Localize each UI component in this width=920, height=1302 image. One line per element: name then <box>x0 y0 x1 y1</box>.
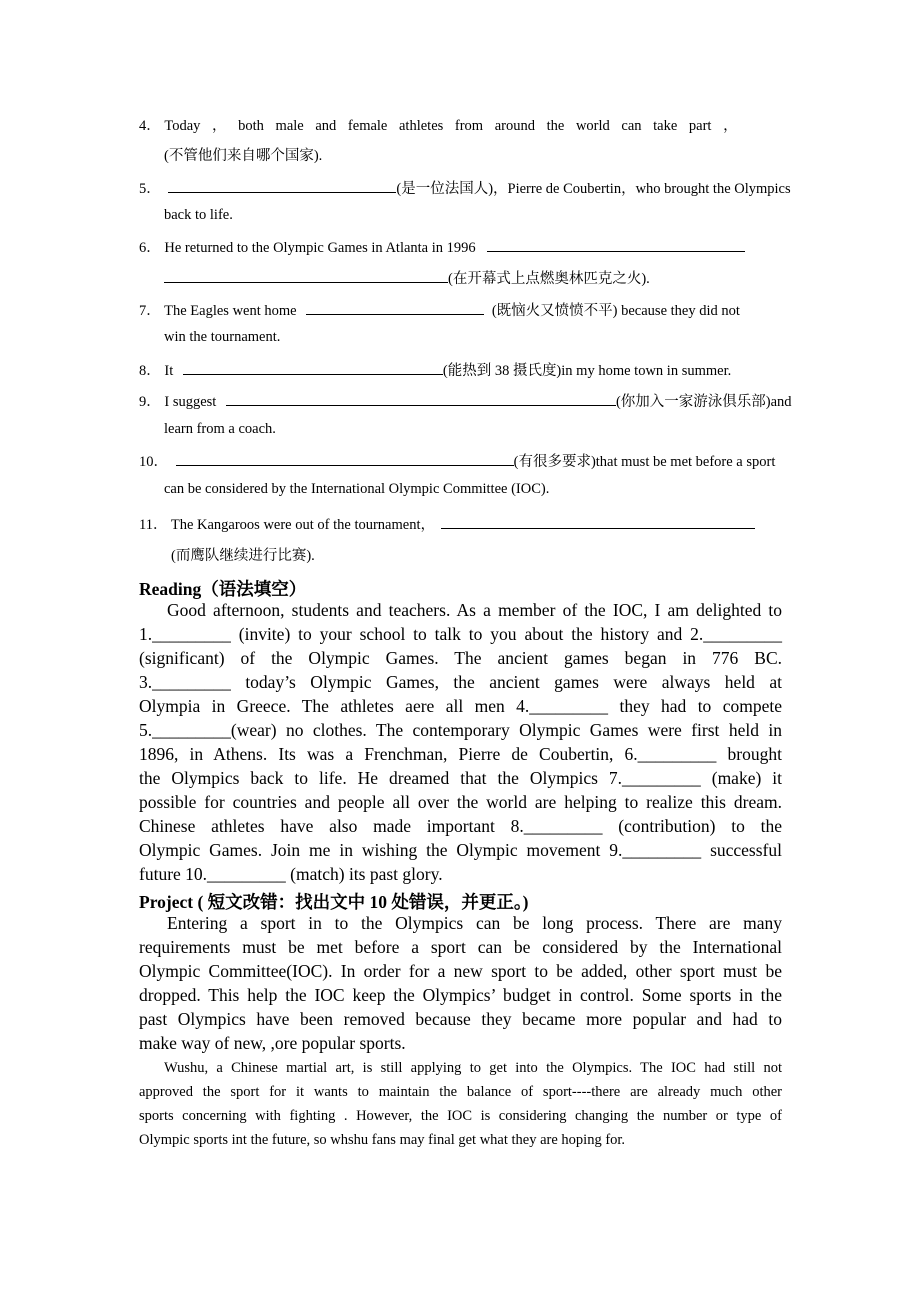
item-9-line-1 <box>139 390 792 411</box>
project-heading: Project ( 短文改错：找出文中 10 处错误，并更正。) <box>139 892 529 912</box>
reading-line: 5._________(wear) no clothes. The contemporary Olympic Games were first held in <box>139 720 782 740</box>
item-11-number: 11． <box>139 517 168 533</box>
item-8-answer-blank[interactable] <box>183 373 443 375</box>
item-8-line-1 <box>139 359 731 380</box>
reading-line: Olympia in Greece. The athletes aere all men 4._________ they had to compete <box>139 696 782 716</box>
item-11-line-1 <box>139 513 755 534</box>
reading-line: 3._________ today’s Olympic Games, the ancient games were always held at <box>139 672 782 692</box>
item-11-text-before: The Kangaroos were out of the tournament， <box>170 517 435 533</box>
project-line-last: make way of new, ,ore popular sports. <box>139 1033 406 1053</box>
item-10-number: 10． <box>139 454 168 470</box>
item-11-line-2: (而鹰队继续进行比赛). <box>171 548 315 564</box>
reading-line: (significant) of the Olympic Games. The ancient games began in 776 BC. <box>139 648 782 668</box>
item-7-text-before: The Eagles went home <box>164 303 297 319</box>
item-10-prompt: (有很多要求)that must be met before a sport <box>513 454 776 470</box>
project-line: dropped. This help the IOC keep the Olympics’ budget in control. Some sports in the <box>139 985 782 1005</box>
reading-line: Good afternoon, students and teachers. As a member of the IOC, I am delighted to <box>167 600 782 620</box>
item-8-prompt: (能热到 38 摄氏度)in my home town in summer. <box>442 363 732 379</box>
item-4-text: Today ， both male and female athletes from around the world can take part ， <box>164 118 738 134</box>
reading-line-last: future 10._________ (match) its past glory. <box>139 864 443 884</box>
project-p2-line: Wushu, a Chinese martial art, is still applying to get into the Olympics. The IOC had still not <box>164 1060 782 1076</box>
project-p2-line-last: Olympic sports int the future, so whshu fans may final get what they are hoping for. <box>139 1132 626 1148</box>
item-8-text-before: It <box>164 363 174 379</box>
item-6-answer-blank-1[interactable] <box>487 250 745 252</box>
project-p2-line: sports concerning with fighting . However, the IOC is considering changing the number or type of <box>139 1108 782 1124</box>
item-9-text-before: I suggest <box>164 394 217 410</box>
item-4-line-1 <box>139 114 779 135</box>
item-5-prompt: (是一位法国人)，Pierre de Coubertin，who brought the Olympics <box>396 181 791 197</box>
item-10-line-1 <box>139 450 775 471</box>
reading-line: 1896, in Athens. Its was a Frenchman, Pierre de Coubertin, 6._________ brought <box>139 744 782 764</box>
item-5-line-2: back to life. <box>164 207 233 223</box>
item-7-line-2: win the tournament. <box>164 329 281 345</box>
item-9-answer-blank[interactable] <box>226 404 616 406</box>
item-7-line-1 <box>139 299 740 320</box>
item-6-number: 6． <box>139 240 161 256</box>
item-9-number: 9． <box>139 394 161 410</box>
project-line: past Olympics have been removed because they became more popular and had to <box>139 1009 782 1029</box>
item-6-prompt: (在开幕式上点燃奥林匹克之火). <box>448 271 650 287</box>
item-8-number: 8． <box>139 363 161 379</box>
reading-line: 1._________ (invite) to your school to talk to you about the history and 2._________ <box>139 624 782 644</box>
item-4-line-2: (不管他们来自哪个国家). <box>164 148 323 164</box>
reading-heading: Reading（语法填空） <box>139 579 307 599</box>
project-line: requirements must be met before a sport can be considered by the International <box>139 937 782 957</box>
item-6-line-2 <box>164 267 650 288</box>
reading-line: possible for countries and people all over the world are helping to realize this dream. <box>139 792 782 812</box>
item-5-line-1 <box>139 177 791 198</box>
reading-line: the Olympics back to life. He dreamed that the Olympics 7._________ (make) it <box>139 768 782 788</box>
reading-line: Olympic Games. Join me in wishing the Olympic movement 9._________ successful <box>139 840 782 860</box>
item-6-line-1 <box>139 236 745 257</box>
item-5-number: 5． <box>139 181 161 197</box>
item-6-answer-blank-2[interactable] <box>164 281 448 283</box>
item-10-line-2: can be considered by the International Olympic Committee (IOC). <box>164 481 550 497</box>
item-10-answer-blank[interactable] <box>176 464 514 466</box>
item-11-answer-blank[interactable] <box>441 527 755 529</box>
project-p2-line: approved the sport for it wants to maintain the balance of sport----there are already much other <box>139 1084 782 1100</box>
reading-line: Chinese athletes have also made important 8._________ (contribution) to the <box>139 816 782 836</box>
item-4-number: 4． <box>139 118 161 134</box>
project-line: Olympic Committee(IOC). In order for a new sport to be added, other sport must be <box>139 961 782 981</box>
item-9-line-2: learn from a coach. <box>164 421 276 437</box>
item-7-prompt: (既恼火又愤愤不平) because they did not <box>491 303 740 319</box>
project-line: Entering a sport in to the Olympics can be long process. There are many <box>167 913 782 933</box>
item-7-answer-blank[interactable] <box>306 313 484 315</box>
item-6-text: He returned to the Olympic Games in Atlanta in 1996 <box>164 240 476 256</box>
item-5-answer-blank[interactable] <box>168 191 396 193</box>
item-7-number: 7． <box>139 303 161 319</box>
item-9-prompt: (你加入一家游泳俱乐部)and <box>615 394 792 410</box>
